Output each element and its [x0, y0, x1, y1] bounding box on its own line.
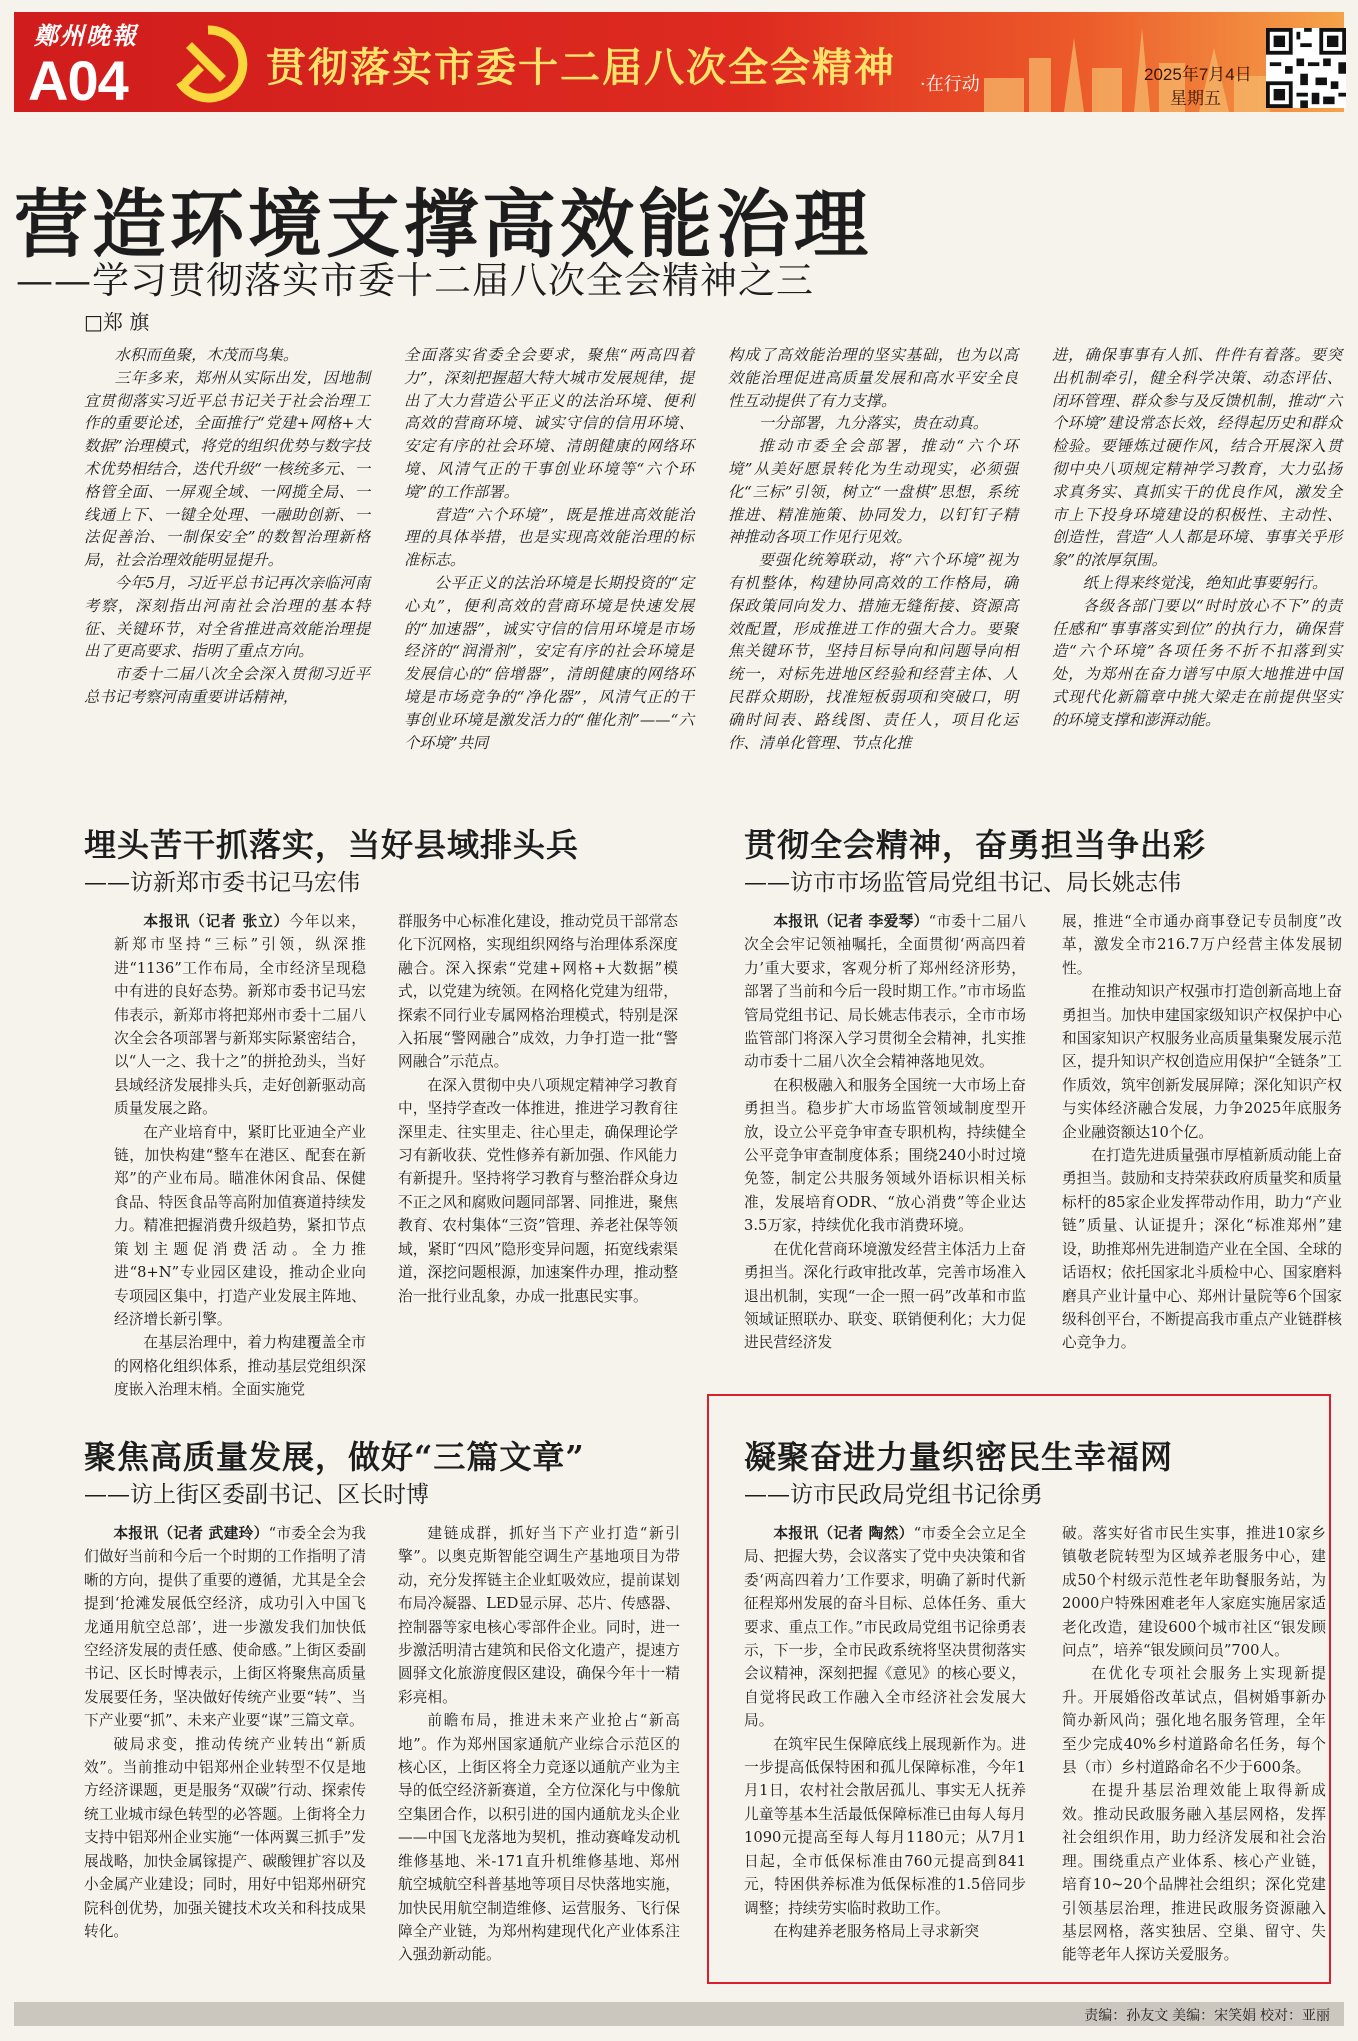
paragraph: 在优化专项社会服务上实现新提升。开展婚俗改革试点，倡树婚事新办简办新风尚；强化地名服务管理，全年至少完成40%乡村道路命名任务，每个县（市）乡村道路命名不少于600条。: [1062, 1665, 1326, 1777]
paragraph: 三年多来，郑州从实际出发，因地制宜贯彻落实习近平总书记关于社会治理工作的重要论述，全面推行“党建+网格+大数据”治理模式，将党的组织优势与数字技术优势相结合，迭代升级“一核统多元、一格管全面、一屏观全域、一网揽全局、一线通上下、一键全处理、一融助创新、一法促善治、一制保安全”的数智治理新格局，社会治理效能明显提升。: [84, 368, 370, 570]
main-column-3: [728, 344, 1018, 758]
paragraph: 公平正义的法治环境是长期投资的“定心丸”，便利高效的营商环境是快速发展的“加速器”，诚实守信的信用环境是市场经济的“润滑剂”，安定有序的社会环境是发展信心的“倍增器”，清朗健康的网络环境是市场竞争的“净化器”，风清气正的干事创业环境是激发活力的“催化剂”——“六个环境”共同: [404, 573, 694, 752]
issue-weekday: 星期五: [1170, 89, 1221, 108]
article-lead: 本报讯（记者 李爱琴）: [773, 913, 929, 930]
article-subheadline: ——访新郑市委书记马宏伟: [84, 870, 360, 896]
paragraph: 本报讯（记者 陶然）“市委全会立足全局、把握大势，会议落实了党中央决策和省委‘两高四着力’工作要求，明确了新时代新征程郑州发展的奋斗目标、总体任务、重大要求、重点工作。”市民政局党组书记徐勇表示，下一步，全市民政系统将坚决贯彻落实会议精神，深刻把握《意见》的核心要义，自觉将民政工作融入全市经济社会发展大局。: [744, 1525, 1026, 1730]
paragraph: 营造“六个环境”，既是推进高效能治理的具体举措，也是实现高效能治理的标准标志。: [404, 505, 694, 570]
paragraph: 本报讯（记者 武建玲）“市委全会为我们做好当前和今后一个时期的工作指明了清晰的方向，提供了重要的遵循，尤其是全会提到‘抢滩发展低空经济，成功引入中国飞龙通用航空总部’，进一步激发我们加快低空经济发展的责任感、使命感。”上街区委副书记、区长时博表示，上街区将聚焦高质量发展要任务，坚决做好传统产业要“转”、当下产业要“抓”、未来产业要“谋”三篇文章。: [84, 1525, 366, 1730]
article-lead: 本报讯（记者 武建玲）: [113, 1525, 269, 1542]
main-byline: □郑 旗: [84, 310, 150, 334]
newspaper-name: 鄭州晚報: [34, 21, 138, 50]
paragraph: 一分部署，九分落实，贵在动真。: [758, 414, 989, 433]
article-column: [744, 910, 1026, 1382]
masthead-banner: [14, 12, 1344, 112]
article-headline: 贯彻全会精神，奋勇担当争出彩: [744, 826, 1207, 864]
paragraph: 在深入贯彻中央八项规定精神学习教育中，坚持学查改一体推进，推进学习教育往深里走、往实里走、往心里走，确保理论学习有新收获、党性修养有新加强、作风能力有新提升。坚持将学习教育与整治群众身边不正之风和腐败问题同部署、同推进，聚焦教育、农村集体“三资”管理、养老社保等领域，紧盯“四风”隐形变异问题，拓宽线索渠道，深挖问题根源，加速案件办理，推动整治一批行业乱象，办成一批惠民实事。: [398, 1076, 678, 1305]
paragraph: 推动市委全会部署，推动“六个环境”从美好愿景转化为生动现实，必须强化“三标”引领，树立“一盘棋”思想，系统推进、精准施策、协同发力，以钉钉子精神推动各项工作见行见效。: [728, 437, 1018, 547]
paragraph: 破。落实好省市民生实事，推进10家乡镇敬老院转型为区域养老服务中心，建成50个村级示范性老年助餐服务站，为2000户特殊困难老年人家庭实施居家适老化改造，建设600个城市社区“银发顾问点”，培养“银发顾问员”700人。: [1062, 1525, 1326, 1660]
article-column: [398, 910, 678, 1382]
paragraph: 纸上得来终觉浅，绝知此事要躬行。: [1082, 573, 1328, 592]
article-lead: 本报讯（记者 张立）: [143, 913, 290, 930]
paragraph: 在推动知识产权强市打造创新高地上奋勇担当。加快申建国家级知识产权保护中心和国家知识产权服务业高质量集聚发展示范区，提升知识产权创造应用保护“全链条”工作质效，筑牢创新发展屏障；深化知识产权与实体经济融合发展，力争2025年底服务企业融资额达10个亿。: [1062, 983, 1342, 1141]
article-column: [1062, 910, 1342, 1382]
paragraph: 在积极融入和服务全国统一大市场上奋勇担当。稳步扩大市场监管领域制度型开放，设立公平竞争审查专职机构，持续健全公平竞争审查制度体系；围绕240小时过境免签，制定公共服务领域外语标识相关标准，发展培育ODR、“放心消费”等企业达3.5万家，持续优化我市消费环境。: [744, 1076, 1026, 1235]
article-column: [744, 1522, 1026, 1980]
header-slogan: 贯彻落实市委十二届八次全会精神: [266, 44, 896, 91]
main-headline: 营造环境支撑高效能治理: [14, 182, 872, 268]
page-number: A04: [28, 49, 128, 112]
paragraph: 前瞻布局，推进未来产业抢占“新高地”。作为郑州国家通航产业综合示范区的核心区，上街区将全力竞逐以通航产业为主导的低空经济新赛道，全方位深化与中像航空集团合作，以积引进的国内通航龙头企业——中国飞龙落地为契机，推动赛峰发动机维修基地、米-171直升机维修基地、郑州航空城航空科普基地等项目尽快落地实施，加快民用航空制造维修、运营服务、飞行保障全产业链，为郑州构建现代化产业体系注入强劲新动能。: [398, 1712, 680, 1964]
paragraph: 破局求变，推动传统产业转出“新质效”。当前推动中铝郑州企业转型不仅是地方经济课题，更是服务“双碳”行动、探索传统工业城市绿色转型的必答题。上街将全力支持中铝郑州企业实施“一体两翼三抓手”发展战略，加快金属镓提产、碳酸锂扩容以及小金属产业建设；同时，用好中铝郑州研究院科创优势，加强关键技术攻关和科技成果转化。: [84, 1735, 366, 1940]
paragraph: 各级各部门要以“时时放心不下”的责任感和“事事落实到位”的执行力，确保营造“六个环境”各项任务不折不扣落到实处，为郑州在奋力谱写中原大地推进中国式现代化新篇章中挑大梁走在前提供坚实的环境支撑和澎湃动能。: [1052, 596, 1342, 729]
party-emblem-icon: [168, 24, 248, 104]
header-tag: ·在行动: [920, 74, 980, 95]
article-subheadline: ——访上街区委副书记、区长时博: [84, 1482, 429, 1508]
main-column-2: [404, 344, 694, 758]
main-column-4: [1052, 344, 1342, 758]
article-headline: 聚焦高质量发展，做好“三篇文章”: [84, 1438, 585, 1476]
paragraph: 展，推进“全市通办商事登记专员制度”改革，激发全市216.7万户经营主体发展韧性。: [1062, 913, 1342, 977]
paragraph: 在基层治理中，着力构建覆盖全市的网格化组织体系，推动基层党组织深度嵌入治理末梢。全面实施党: [114, 1334, 366, 1399]
paragraph: 今年5月，习近平总书记再次亲临河南考察，深刻指出河南社会治理的基本特征、关键环节，对全省推进高效能治理提出了更高要求、指明了重点方向。: [84, 573, 370, 661]
paragraph: 本报讯（记者 张立）今年以来，新郑市坚持“三标”引领，纵深推进“1136”工作布局，全市经济呈现稳中有进的良好态势。新郑市委书记马宏伟表示，新郑市将把郑州市委十二届八次全会各项部署与新郑实际紧密结合，以“人一之、我十之”的拼抢劲头，当好县域经济发展排头兵，走好创新驱动高质量发展之路。: [114, 913, 366, 1118]
paragraph: 全面落实省委全会要求，聚焦“两高四着力”，深刻把握超大特大城市发展规律，提出了大力营造公平正义的法治环境、便利高效的营商环境、诚实守信的信用环境、安定有序的社会环境、清朗健康的网络环境、风清气正的干事创业环境等“六个环境”的工作部署。: [404, 346, 694, 501]
issue-date: 2025年7月4日: [1144, 65, 1252, 84]
paragraph: 水积而鱼聚，木茂而鸟集。: [114, 346, 299, 364]
paragraph: 在打造先进质量强市厚植新质动能上奋勇担当。鼓励和支持荣获政府质量奖和质量标杆的85家企业发挥带动作用，助力“产业链”质量、认证提升；深化“标准郑州”建设，助推郑州先进制造产业在全国、全球的话语权；依托国家北斗质检中心、国家磨料磨具产业计量中心、郑州计量院等6个国家级科创平台，不断提高我市重点产业链群核心竞争力。: [1062, 1147, 1342, 1352]
paragraph: 要强化统筹联动，将“六个环境”视为有机整体，构建协同高效的工作格局，确保政策同向发力、措施无缝衔接、资源高效配置，形成推进工作的强大合力。要聚焦关键环节，坚持目标导向和问题导向相统一，对标先进地区经验和经营主体、人民群众期盼，找准短板弱项和突破口，明确时间表、路线图、责任人，项目化运作、清单化管理、节点化推: [728, 551, 1018, 752]
main-subheadline: ——学习贯彻落实市委十二届八次全会精神之三: [16, 259, 814, 302]
article-subheadline: ——访市市场监管局党组书记、局长姚志伟: [744, 870, 1181, 896]
paragraph: 在优化营商环境激发经营主体活力上奋勇担当。深化行政审批改革，完善市场准入退出机制，实现“一企一照一码”改革和市监领域证照联办、联变、联销便利化；大力促进民营经济发: [744, 1240, 1026, 1352]
paragraph: 进，确保事事有人抓、件件有着落。要突出机制牵引，健全科学决策、动态评估、闭环管理、群众参与及反馈机制，推动“六个环境”建设常态长效，经得起历史和群众检验。要锤炼过硬作风，结合开展深入贯彻中央八项规定精神学习教育，大力弘扬求真务实、真抓实干的优良作风，激发全市上下投身环境建设的积极性、主动性、创造性，营造“人人都是环境、事事关乎形象”的浓厚氛围。: [1052, 346, 1342, 570]
paragraph: 建链成群，抓好当下产业打造“新引擎”。以奥克斯智能空调生产基地项目为带动，充分发挥链主企业虹吸效应，提前谋划布局冷凝器、LED显示屏、芯片、传感器、控制器等家电核心零部件企业。同时，进一步激活明清古建筑和民俗文化遗产，提速方圆驿文化旅游度假区建设，确保今年十一精彩亮相。: [398, 1525, 680, 1706]
paragraph: 群服务中心标准化建设，推动党员干部常态化下沉网格，实现组织网络与治理体系深度融合。深入探索“党建+网格+大数据”模式，以党建为统领。在网格化党建为纽带，探索不同行业专属网格治理模式，特别是深入拓展“警网融合”成效，力争打造一批“警网融合”示范点。: [398, 913, 678, 1071]
article-column: [84, 1522, 366, 1988]
main-column-1: [84, 344, 370, 758]
article-subheadline: ——访市民政局党组书记徐勇: [744, 1482, 1043, 1508]
qr-code-icon[interactable]: [1266, 28, 1346, 108]
paragraph: 在提升基层治理效能上取得新成效。推动民政服务融入基层网格，发挥社会组织作用，助力经济发展和社会治理。围绕重点产业体系、核心产业链，培育10~20个品牌社会组织；深化党建引领基层治理，推进民政服务资源融入基层网格，落实独居、空巢、留守、失能等老年人探访关爱服务。: [1062, 1782, 1326, 1964]
article-column: [114, 910, 366, 1399]
footer-credits: 责编：孙友文 美编：宋笑娟 校对：亚丽: [1084, 2007, 1330, 2023]
paragraph: 本报讯（记者 李爱琴）“市委十二届八次全会牢记领袖嘱托，全面贯彻‘两高四着力’重大要求，客观分析了郑州经济形势，部署了当前和今后一段时期工作。”市市场监管局党组书记、局长姚志伟表示，全市市场监管部门将深入学习贯彻全会精神，扎实推动市委十二届八次全会精神落地见效。: [744, 913, 1026, 1071]
article-headline: 凝聚奋进力量织密民生幸福网: [744, 1438, 1174, 1476]
paragraph: 在筑牢民生保障底线上展现新作为。进一步提高低保特困和孤儿保障标准，今年1月1日，农村社会散居孤儿、事实无人抚养儿童等基本生活最低保障标准已由每人每月1090元提高至每人每月1180元；从7月1日起，全市低保标准由760元提高到841元，特困供养标准为低保标准的1.5倍同步调整；持续劳实临时救助工作。: [744, 1735, 1026, 1917]
paragraph: 构成了高效能治理的坚实基础，也为以高效能治理促进高质量发展和高水平安全良性互动提供了有力支撑。: [728, 346, 1018, 410]
paragraph: 在构建养老服务格局上寻求新突: [773, 1922, 980, 1940]
article-lead: 本报讯（记者 陶然）: [773, 1525, 914, 1542]
paragraph: 市委十二届八次全会深入贯彻习近平总书记考察河南重要讲话精神，: [84, 665, 370, 706]
paragraph: 在产业培育中，紧盯比亚迪全产业链，加快构建“整车在港区、配套在新郑”的产业布局。瞄准休闲食品、保健食品、特医食品等高附加值赛道持续发力。精准把握消费升级趋势，紧扣节点策划主题促消费活动。全力推进“8+N”专业园区建设，推动企业向专项园区集中，打造产业发展主阵地、经济增长新引擎。: [114, 1123, 366, 1328]
article-column: [1062, 1522, 1326, 1980]
article-headline: 埋头苦干抓落实，当好县域排头兵: [84, 826, 580, 864]
article-column: [398, 1522, 680, 1988]
